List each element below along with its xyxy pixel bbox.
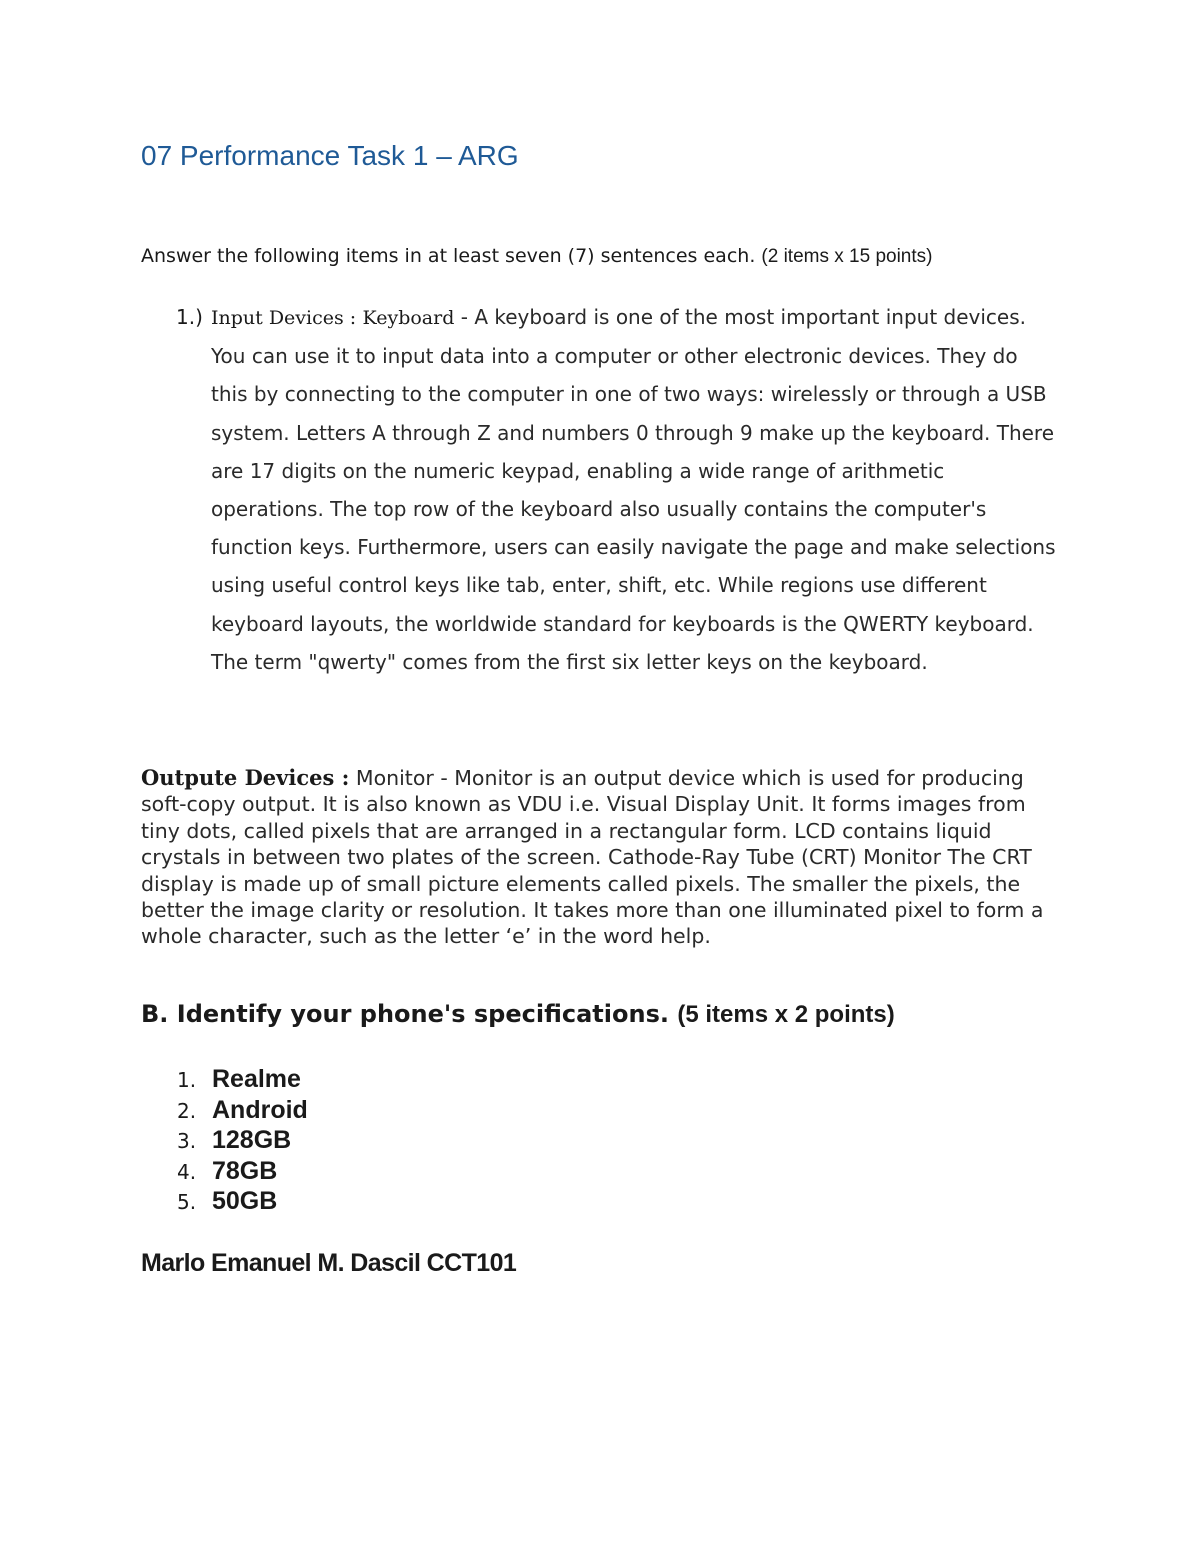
item-1-body xyxy=(211,298,1056,681)
item-1-label: Input Devices : xyxy=(211,307,357,329)
output-devices-text: Monitor - Monitor is an output device which is used for producing soft-copy output. It is also known as VDU i.e. Visual Display Unit. It forms images from tiny dots, called pixels that are arranged in a rectangular form. LCD contains liquid crystals in between two plates of the screen. Cathode-Ray Tube (CRT) Monitor The CRT display is made up of small picture elements called pixels. The smaller the pixels, the better the image clarity or resolution. It takes more than one illuminated pixel to form a whole character, such as the letter ‘e’ in the word help. xyxy=(141,766,1044,949)
instructions-points: (2 items x 15 points) xyxy=(761,246,933,267)
section-b-heading xyxy=(141,1000,895,1029)
list-item-number: 3. xyxy=(177,1129,197,1153)
output-devices-label: Outpute Devices : xyxy=(141,765,350,790)
item-1-term: Keyboard xyxy=(362,307,455,329)
section-b-points: (5 items x 2 points) xyxy=(677,1001,895,1028)
list-item xyxy=(141,1125,308,1156)
phone-specs-list xyxy=(141,1064,308,1217)
list-item-number: 4. xyxy=(177,1159,197,1184)
list-item-number: 5. xyxy=(177,1190,197,1214)
section-b-heading-text: B. Identify your phone's specifications. xyxy=(141,1000,669,1028)
list-item xyxy=(141,1186,308,1217)
list-item xyxy=(141,1095,308,1126)
output-devices-paragraph xyxy=(141,765,1056,950)
item-1-text: - A keyboard is one of the most important input devices. You can use it to input data into a computer or other electronic devices. They do this by connecting to the computer in one of two ways: wirelessly or through a USB system. Letters A through Z and numbers 0 through 9 make up the keyboard. There are 17 digits on the numeric keypad, enabling a wide range of arithmetic operations. The top row of the keyboard also usually contains the computer's function keys. Furthermore, users can easily navigate the page and make selections using useful control keys like tab, enter, shift, etc. While regions use different keyboard layouts, the worldwide standard for keyboards is the QWERTY keyboard. The term "qwerty" comes from the first six letter keys on the keyboard. xyxy=(211,305,1056,674)
item-1 xyxy=(176,298,1056,681)
list-item-value: 128GB xyxy=(212,1126,292,1154)
list-item-number: 2. xyxy=(177,1098,197,1123)
list-item-value: 78GB xyxy=(212,1156,278,1185)
list-item xyxy=(141,1064,308,1095)
list-item-value: Android xyxy=(212,1095,308,1124)
document-title: 07 Performance Task 1 – ARG xyxy=(141,140,519,171)
author-signature: Marlo Emanuel M. Dascil CCT101 xyxy=(141,1249,517,1277)
list-item-number: 1. xyxy=(177,1068,197,1092)
list-item xyxy=(141,1156,308,1187)
list-item-value: Realme xyxy=(212,1065,301,1093)
item-1-number: 1.) xyxy=(176,305,203,329)
instructions xyxy=(141,245,932,268)
list-item-value: 50GB xyxy=(212,1187,278,1215)
instructions-text: Answer the following items in at least seven (7) sentences each. xyxy=(141,245,756,267)
